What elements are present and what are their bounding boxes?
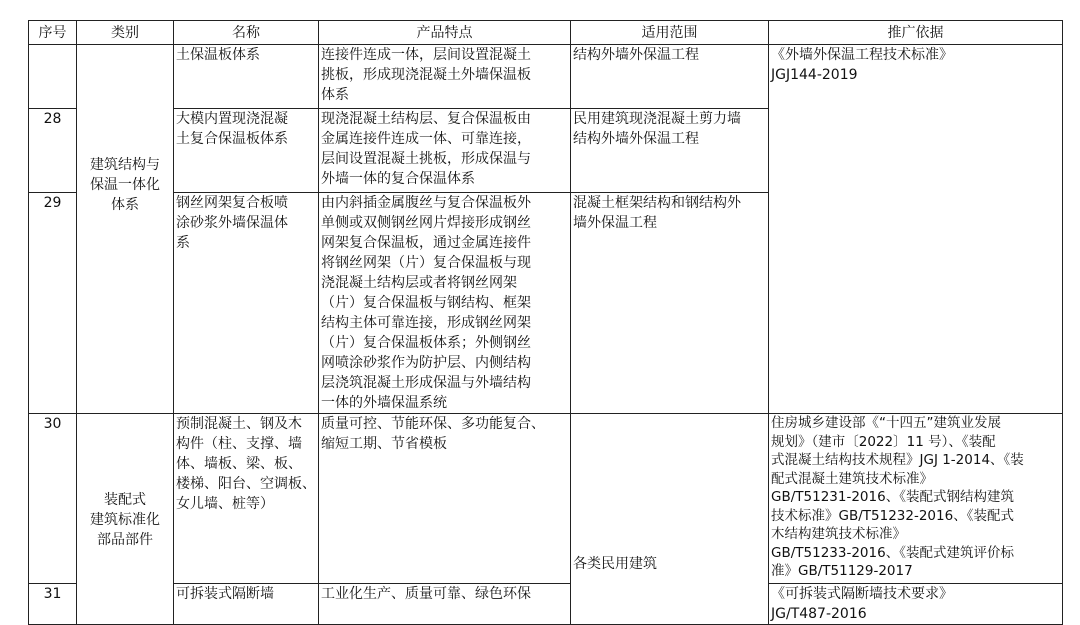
header-features: 产品特点 [319, 21, 571, 45]
product-features [319, 109, 571, 193]
basis-line: JG/T487-2016 [771, 606, 867, 622]
category-line: 保温一体化 [90, 177, 160, 193]
feature-line: 外墙一体的复合保温体系 [321, 171, 475, 187]
feature-line: 质量可控、节能环保、多功能复合、 [321, 416, 545, 432]
name-line: 楼梯、阳台、空调板、 [176, 476, 316, 492]
feature-line: 一体的外墙保温系统 [321, 395, 447, 411]
feature-line: 层浇筑混凝土形成保温与外墙结构 [321, 375, 531, 391]
category-cell [77, 45, 174, 414]
name-line: 可拆装式隔断墙 [176, 586, 274, 602]
product-name [174, 414, 319, 584]
scope-line: 结构外墙外保温工程 [573, 47, 699, 63]
basis-line: 木结构建筑技术标准》 [771, 526, 906, 542]
basis-line: 式混凝土结构技术规程》JGJ 1-2014、《装 [771, 452, 1024, 468]
product-name [174, 45, 319, 109]
category-line: 建筑标准化 [90, 512, 160, 528]
category-line: 建筑结构与 [90, 157, 160, 173]
product-features [319, 414, 571, 584]
basis-line: 住房城乡建设部《“十四五”建筑业发展 [771, 415, 1001, 431]
row-number: 31 [29, 584, 77, 625]
product-name [174, 584, 319, 625]
name-line: 涂砂浆外墙保温体 [176, 215, 288, 231]
name-line: 系 [176, 235, 190, 251]
scope-line: 墙外保温工程 [573, 215, 657, 231]
basis-line: 《可拆装式隔断墙技术要求》 [771, 586, 953, 602]
row-number: 29 [29, 193, 77, 414]
application-scope [571, 193, 769, 414]
name-line: 钢丝网架复合板喷 [176, 195, 288, 211]
basis-line: 《外墙外保温工程技术标准》 [771, 47, 953, 63]
basis-line: 技术标准》GB/T51232-2016、《装配式 [771, 507, 1014, 524]
scope-line: 各类民用建筑 [573, 556, 657, 572]
table-row [29, 45, 1063, 109]
feature-line: 现浇混凝土结构层、复合保温板由 [321, 111, 531, 127]
feature-line: 将钢丝网架（片）复合保温板与现 [321, 255, 531, 271]
feature-line: 工业化生产、质量可靠、绿色环保 [321, 586, 531, 602]
feature-line: （片）复合保温板体系；外侧钢丝 [321, 335, 531, 351]
feature-line: 浇混凝土结构层或者将钢丝网架 [321, 275, 517, 291]
feature-line: 网喷涂砂浆作为防护层、内侧结构 [321, 355, 531, 371]
basis-cell [769, 584, 1063, 625]
product-name [174, 193, 319, 414]
category-line: 体系 [111, 197, 139, 213]
table-row [29, 414, 1063, 584]
basis-line: GB/T51231-2016、《装配式钢结构建筑 [771, 489, 1014, 505]
scope-line: 民用建筑现浇混凝土剪力墙 [573, 111, 741, 127]
product-features [319, 45, 571, 109]
name-line: 土保温板体系 [176, 47, 260, 63]
name-line: 女儿墙、桩等） [176, 496, 274, 512]
feature-line: （片）复合保温板与钢结构、框架 [321, 295, 531, 311]
basis-line: JGJ144-2019 [771, 67, 858, 83]
standards-table [28, 20, 1063, 625]
header-basis: 推广依据 [769, 21, 1063, 45]
feature-line: 网架复合保温板，通过金属连接件 [321, 235, 531, 251]
feature-line: 层间设置混凝土挑板，形成保温与 [321, 151, 531, 167]
basis-line: 规划》（建市〔2022〕11 号）、《装配 [771, 433, 996, 450]
category-cell [77, 414, 174, 625]
basis-line: 准》GB/T51129-2017 [771, 563, 913, 579]
scope-line: 混凝土框架结构和钢结构外 [573, 195, 741, 211]
feature-line: 缩短工期、节省模板 [321, 436, 447, 452]
name-line: 大模内置现浇混凝 [176, 111, 288, 127]
row-number: 30 [29, 414, 77, 584]
header-scope: 适用范围 [571, 21, 769, 45]
name-line: 土复合保温板体系 [176, 131, 288, 147]
feature-line: 由内斜插金属腹丝与复合保温板外 [321, 195, 531, 211]
category-line: 部品部件 [97, 532, 153, 548]
header-row [29, 21, 1063, 45]
name-line: 构件（柱、支撑、墙 [176, 436, 302, 452]
name-line: 体、墙板、梁、板、 [176, 456, 302, 472]
product-features [319, 193, 571, 414]
basis-cell [769, 45, 1063, 414]
header-category: 类别 [77, 21, 174, 45]
application-scope [571, 109, 769, 193]
product-features [319, 584, 571, 625]
product-name [174, 109, 319, 193]
feature-line: 体系 [321, 87, 349, 103]
feature-line: 挑板，形成现浇混凝土外墙保温板 [321, 67, 531, 83]
application-scope [571, 414, 769, 625]
application-scope [571, 45, 769, 109]
header-name: 名称 [174, 21, 319, 45]
feature-line: 金属连接件连成一体、可靠连接， [321, 131, 531, 147]
basis-line: 配式混凝土建筑技术标准》 [771, 470, 933, 487]
row-number [29, 45, 77, 109]
basis-line: GB/T51233-2016、《装配式建筑评价标 [771, 544, 1014, 561]
feature-line: 结构主体可靠连接，形成钢丝网架 [321, 315, 531, 331]
basis-cell [769, 414, 1063, 584]
table-row [29, 584, 1063, 625]
row-number: 28 [29, 109, 77, 193]
name-line: 预制混凝土、钢及木 [176, 416, 302, 432]
header-index: 序号 [29, 21, 77, 45]
feature-line: 单侧或双侧钢丝网片焊接形成钢丝 [321, 215, 531, 231]
scope-line: 结构外墙外保温工程 [573, 131, 699, 147]
category-line: 装配式 [104, 492, 146, 508]
feature-line: 连接件连成一体，层间设置混凝土 [321, 47, 531, 63]
